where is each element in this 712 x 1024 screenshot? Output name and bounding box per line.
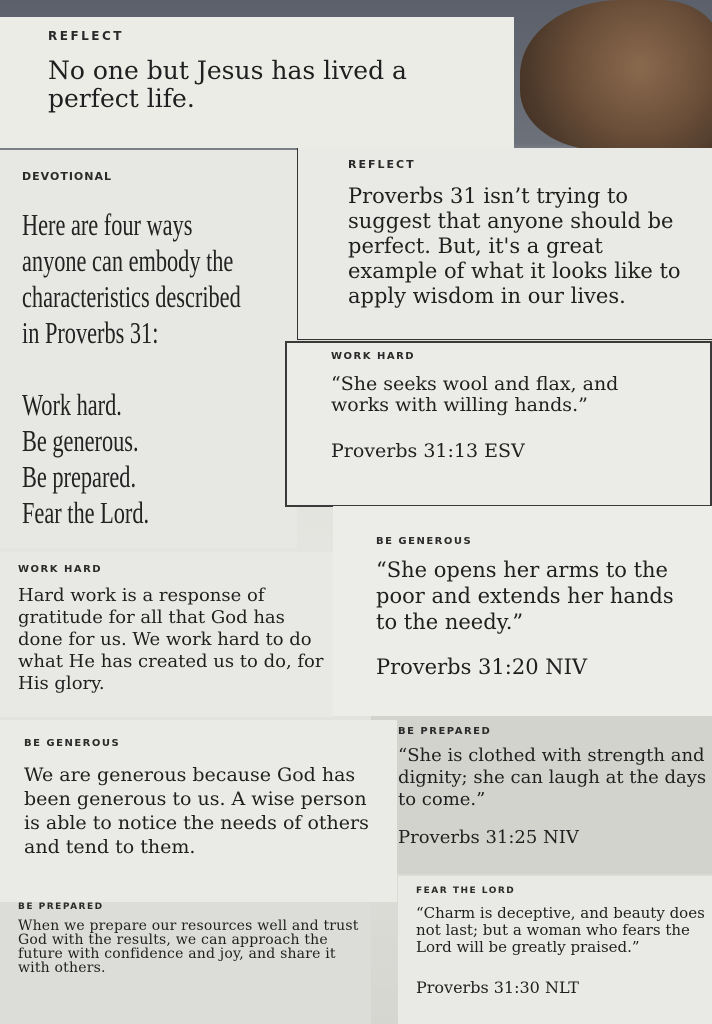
verse-card-work-hard [285, 341, 712, 507]
card-label: REFLECT [48, 29, 124, 43]
card-label: DEVOTIONAL [22, 170, 112, 183]
card-text: When we prepare our resources well and trust God with the results, we can approach the future with confidence and joy, and share it with others. [18, 918, 359, 976]
verse-quote: “Charm is deceptive, and beauty does not last; but a woman who fears the Lord will be greatly praised.” [416, 904, 705, 956]
card-text: Proverbs 31 isn’t trying to suggest that anyone should be perfect. But, it's a great example of what it looks like to apply wisdom in our lives. [348, 184, 681, 308]
card-label: BE GENEROUS [376, 536, 473, 547]
note-card-be-prepared [0, 902, 371, 1024]
verse-card-be-prepared [371, 716, 712, 874]
verse-quote: “She opens her arms to the poor and extends her hands to the needy.” [376, 558, 674, 634]
card-label: WORK HARD [331, 351, 416, 362]
card-text: We are generous because God has been generous to us. A wise person is able to notice the needs of others and tend to them. [24, 764, 369, 858]
verse-reference: Proverbs 31:13 ESV [331, 440, 525, 462]
reflect-card-1 [0, 17, 514, 148]
devotional-body [22, 207, 260, 531]
note-card-be-generous [0, 720, 397, 902]
card-label: REFLECT [348, 158, 416, 171]
card-label: BE GENEROUS [24, 738, 121, 749]
way-item: Be generous. [22, 423, 139, 458]
background-hair-image [520, 0, 712, 150]
verse-quote: “She seeks wool and flax, and works with willing hands.” [331, 373, 619, 416]
devotional-card [0, 150, 297, 548]
card-label: BE PREPARED [398, 726, 492, 737]
card-label: FEAR THE LORD [416, 886, 516, 896]
verse-reference: Proverbs 31:25 NIV [398, 827, 579, 848]
card-label: WORK HARD [18, 564, 103, 575]
reflect-card-2 [297, 148, 712, 340]
way-item: Fear the Lord. [22, 495, 150, 530]
way-item: Work hard. [22, 387, 122, 422]
way-item: Be prepared. [22, 459, 137, 494]
card-text: No one but Jesus has lived a perfect life. [48, 56, 407, 113]
verse-reference: Proverbs 31:30 NLT [416, 978, 579, 997]
verse-card-be-generous [333, 506, 712, 716]
verse-card-fear-the-lord [398, 876, 712, 1024]
verse-reference: Proverbs 31:20 NIV [376, 655, 588, 679]
devotional-intro: Here are four ways anyone can embody the characteristics described in Proverbs 31: [22, 207, 241, 350]
note-card-work-hard [0, 552, 333, 717]
verse-quote: “She is clothed with strength and dignity; she can laugh at the days to come.” [398, 745, 707, 810]
card-text: Hard work is a response of gratitude for all that God has done for us. We work hard to do what He has created us to do, for His glory. [18, 585, 324, 694]
card-label: BE PREPARED [18, 902, 104, 912]
